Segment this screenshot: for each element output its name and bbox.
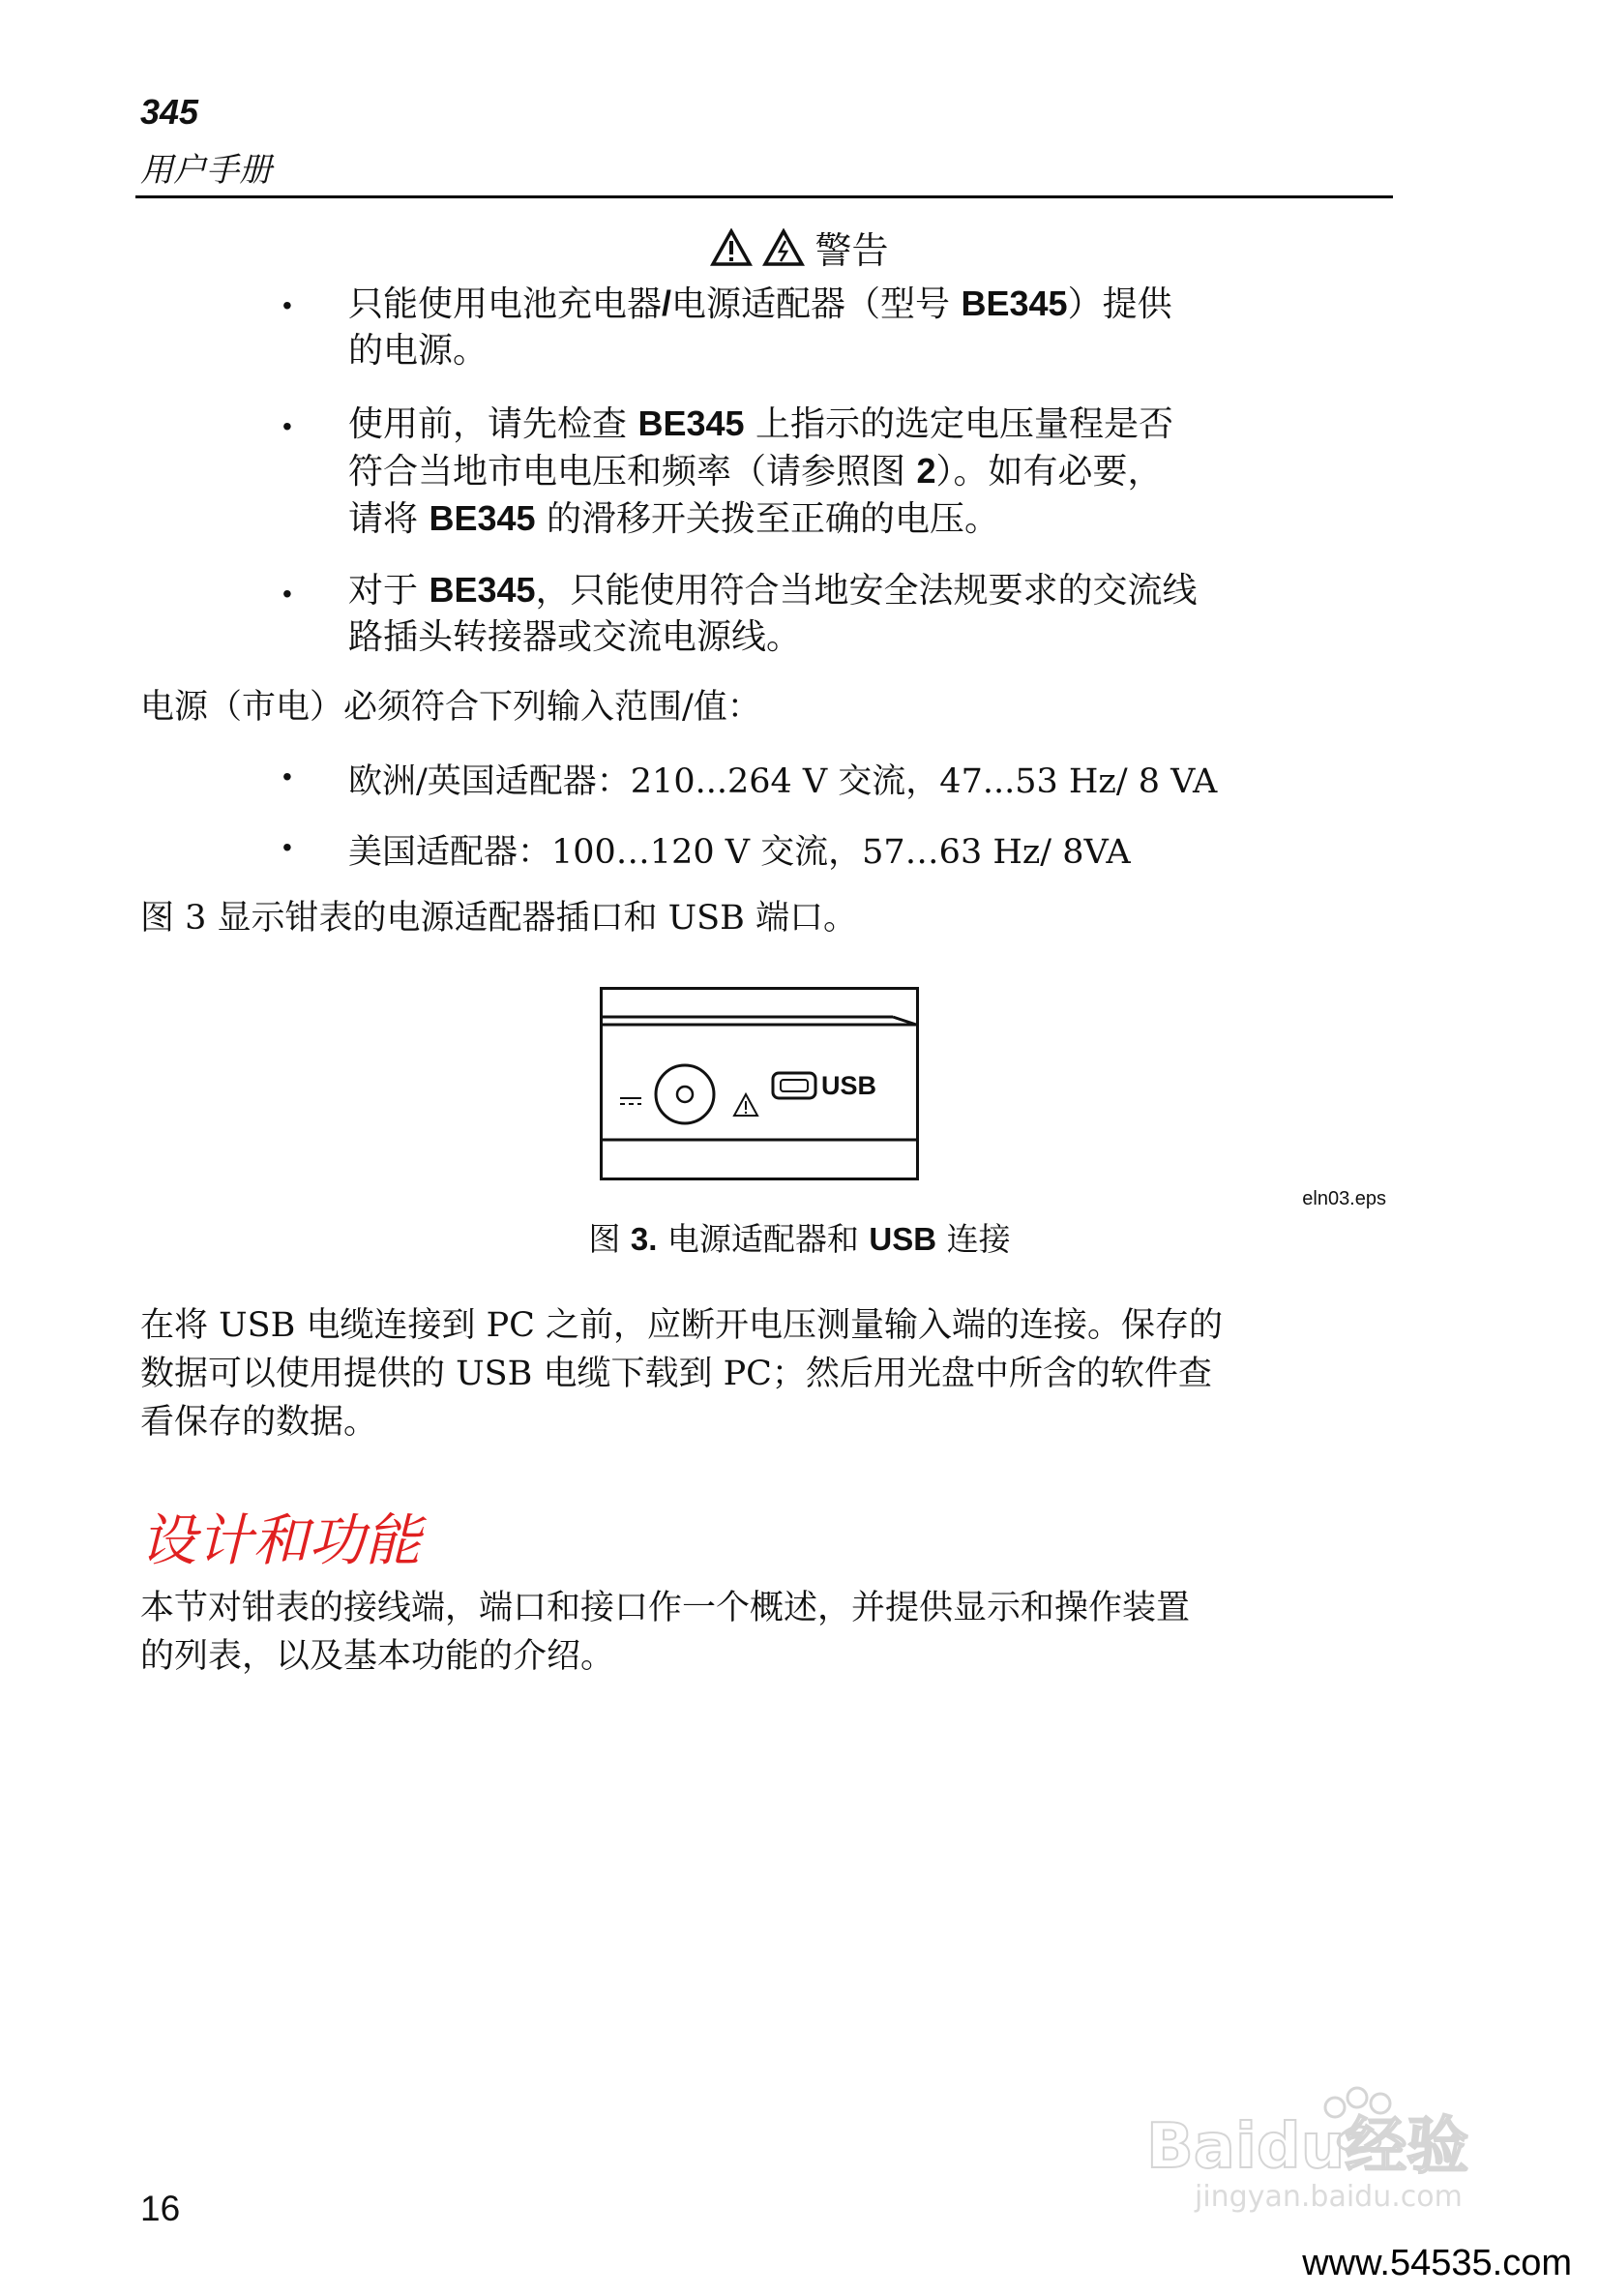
svg-text:Baidu经验: Baidu经验	[1146, 2111, 1469, 2183]
warning-title: 警告	[814, 229, 889, 272]
header-divider	[135, 195, 1393, 198]
dc-symbol-icon	[620, 1098, 641, 1104]
power-intro: 电源（市电）必须符合下列输入范围/值：	[140, 688, 761, 727]
manual-subtitle: 用户手册	[140, 151, 272, 190]
warning-item-2: 使用前，请先检查 BE345 上指示的选定电压量程是否 符合当地市电电压和频率（请参照图 2）。如有必要， 请将 BE345 的滑移开关拨至正确的电压。	[348, 403, 1173, 539]
usb-port-icon	[773, 1073, 815, 1098]
section-paragraph: 本节对钳表的接线端，端口和接口作一个概述，并提供显示和操作装置 的列表，以及基本功能的介绍。	[140, 1589, 1191, 1676]
shock-hazard-icon	[762, 228, 805, 267]
figure-caption: 图 3. 电源适配器和 USB 连接	[588, 1220, 1011, 1258]
bullet-icon: •	[282, 579, 292, 609]
figure-intro: 图 3 显示钳表的电源适配器插口和 USB 端口。	[140, 899, 857, 938]
figure-file-name: eln03.eps	[1302, 1188, 1386, 1209]
warning-item-3: 对于 BE345，只能使用符合当地安全法规要求的交流线 路插头转接器或交流电源线。	[348, 570, 1198, 657]
site-url: www.54535.com	[1302, 2243, 1572, 2283]
bullet-icon: •	[282, 411, 292, 441]
section-title: 设计和功能	[140, 1507, 422, 1573]
bullet-icon: •	[282, 290, 292, 320]
bullet-icon: •	[282, 761, 292, 791]
manual-model: 345	[140, 92, 199, 132]
page-number: 16	[140, 2189, 181, 2228]
warning-heading	[0, 221, 1599, 274]
power-item-eu: 欧洲/英国适配器：210...264 V 交流，47...53 Hz/ 8 VA	[348, 762, 1218, 801]
power-jack-icon	[656, 1065, 714, 1123]
usb-adapter-figure	[600, 987, 919, 1180]
warning-item-1: 只能使用电池充电器/电源适配器（型号 BE345）提供 的电源。	[348, 283, 1172, 371]
caution-small-icon	[734, 1094, 757, 1116]
warning-triangle-icon	[710, 228, 753, 267]
usb-label: USB	[821, 1071, 877, 1100]
usb-paragraph: 在将 USB 电缆连接到 PC 之前，应断开电压测量输入端的连接。保存的 数据可以使用提供的 USB 电缆下载到 PC；然后用光盘中所含的软件查 看保存的数据。	[140, 1306, 1224, 1442]
baidu-watermark	[1137, 2080, 1524, 2216]
power-item-us: 美国适配器：100…120 V 交流，57…63 Hz/ 8VA	[348, 833, 1131, 872]
svg-text:jingyan.baidu.com: jingyan.baidu.com	[1195, 2180, 1463, 2214]
bullet-icon: •	[282, 832, 292, 862]
